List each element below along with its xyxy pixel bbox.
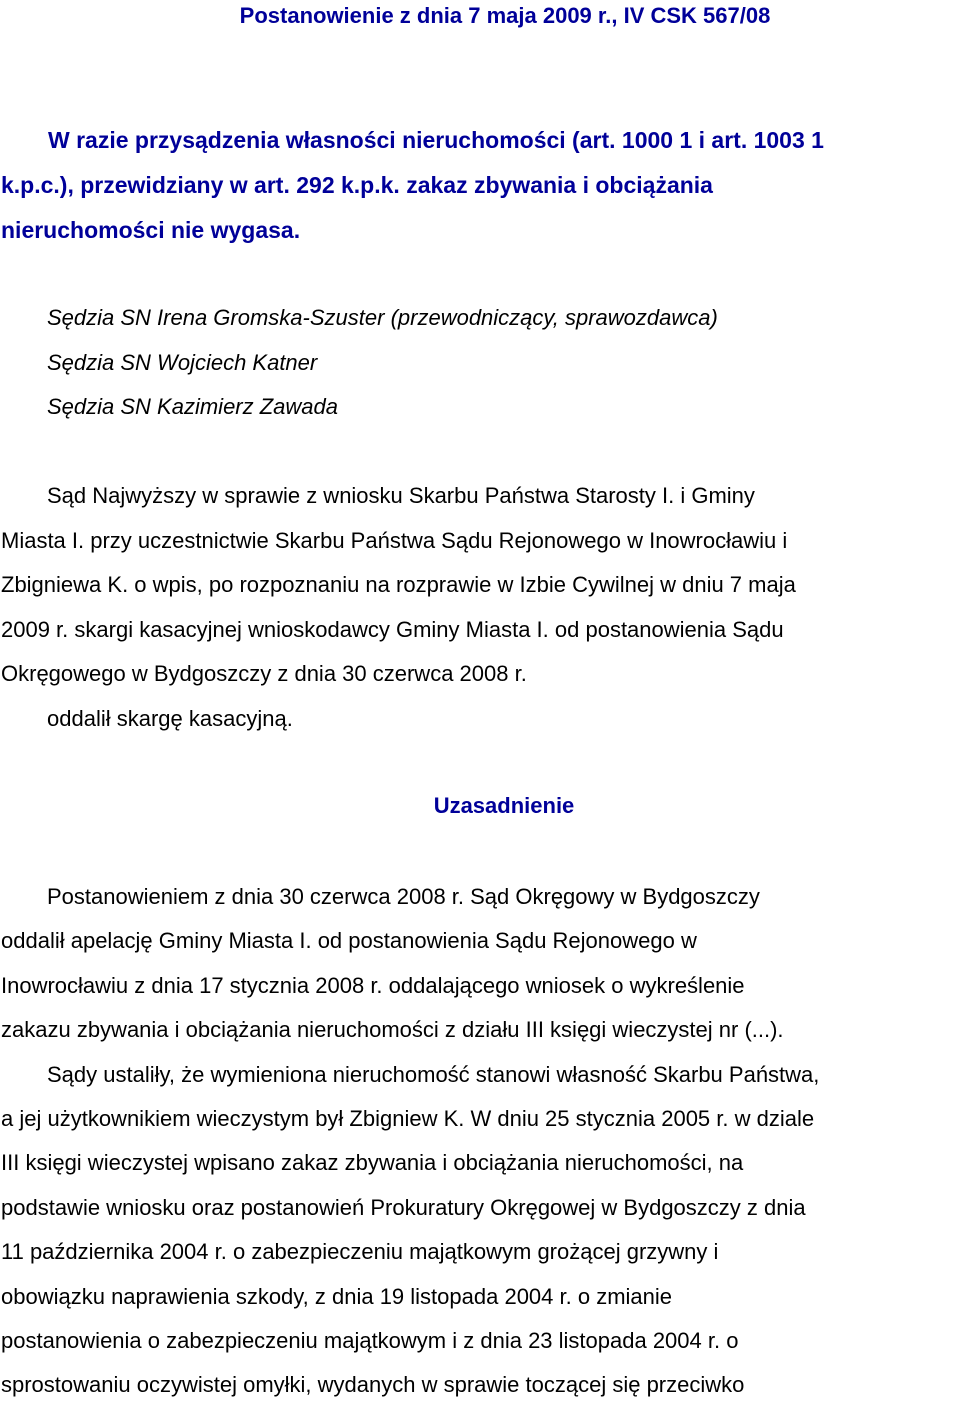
thesis-line: W razie przysądzenia własności nieruchomości (art. 1000 1 i art. 1003 1 [48,127,824,153]
body-line: III księgi wieczystej wpisano zakaz zbywania i obciążania nieruchomości, na [1,1150,744,1176]
judge-line: Sędzia SN Irena Gromska-Szuster (przewodniczący, sprawozdawca) [47,305,718,330]
judge-line: Sędzia SN Wojciech Katner [47,349,318,375]
ruling-line: Okręgowego w Bydgoszczy z dnia 30 czerwca 2008 r. [1,661,527,686]
thesis-paragraph [1,118,960,253]
thesis-line: nieruchomości nie wygasa. [1,217,301,243]
body-line: zakazu zbywania i obciążania nieruchomości z działu III księgi wieczystej nr (...). [1,1017,784,1043]
body-line: oddalił apelację Gminy Miasta I. od postanowienia Sądu Rejonowego w [1,928,697,954]
body-line: obowiązku naprawienia szkody, z dnia 19 listopada 2004 r. o zmianie [1,1283,672,1309]
ruling-line: Miasta I. przy uczestnictwie Skarbu Państwa Sądu Rejonowego w Inowrocławiu i [1,527,788,553]
ruling-line: Zbigniewa K. o wpis, po rozpoznaniu na rozprawie w Izbie Cywilnej w dniu 7 maja [1,572,796,597]
ruling-paragraph [1,474,960,741]
judge-line: Sędzia SN Kazimierz Zawada [47,394,339,419]
body-line: Inowrocławiu z dnia 17 stycznia 2008 r. oddalającego wniosek o wykreślenie [1,972,745,998]
ruling-line: oddalił skargę kasacyjną. [47,705,293,731]
body-line: podstawie wniosku oraz postanowień Prokuratury Okręgowej w Bydgoszczy z dnia [1,1194,806,1220]
body-line: Postanowieniem z dnia 30 czerwca 2008 r. Sąd Okręgowy w Bydgoszczy [47,884,760,909]
justification-text [1,875,960,1408]
body-line: a jej użytkownikiem wieczystym był Zbigniew K. W dniu 25 stycznia 2005 r. w dziale [1,1106,815,1132]
body-line: sprostowaniu oczywistej omyłki, wydanych w sprawie toczącej się przeciwko [1,1372,745,1398]
ruling-line: Sąd Najwyższy w sprawie z wniosku Skarbu Państwa Starosty I. i Gminy [47,483,755,508]
body-line: 11 października 2004 r. o zabezpieczeniu majątkowym grożącej grzywny i [1,1239,719,1265]
judges-list [47,296,718,430]
body-line: postanowienia o zabezpieczeniu majątkowym i z dnia 23 listopada 2004 r. o [1,1328,739,1354]
thesis-line: k.p.c.), przewidziany w art. 292 k.p.k. zakaz zbywania i obciążania [1,172,713,198]
document-title: Postanowienie z dnia 7 maja 2009 r., IV CSK 567/08 [239,3,771,28]
section-heading: Uzasadnienie [433,793,575,818]
body-line: Sądy ustaliły, że wymieniona nieruchomość stanowi własność Skarbu Państwa, [47,1061,820,1087]
ruling-line: 2009 r. skargi kasacyjnej wnioskodawcy Gminy Miasta I. od postanowienia Sądu [1,616,784,642]
